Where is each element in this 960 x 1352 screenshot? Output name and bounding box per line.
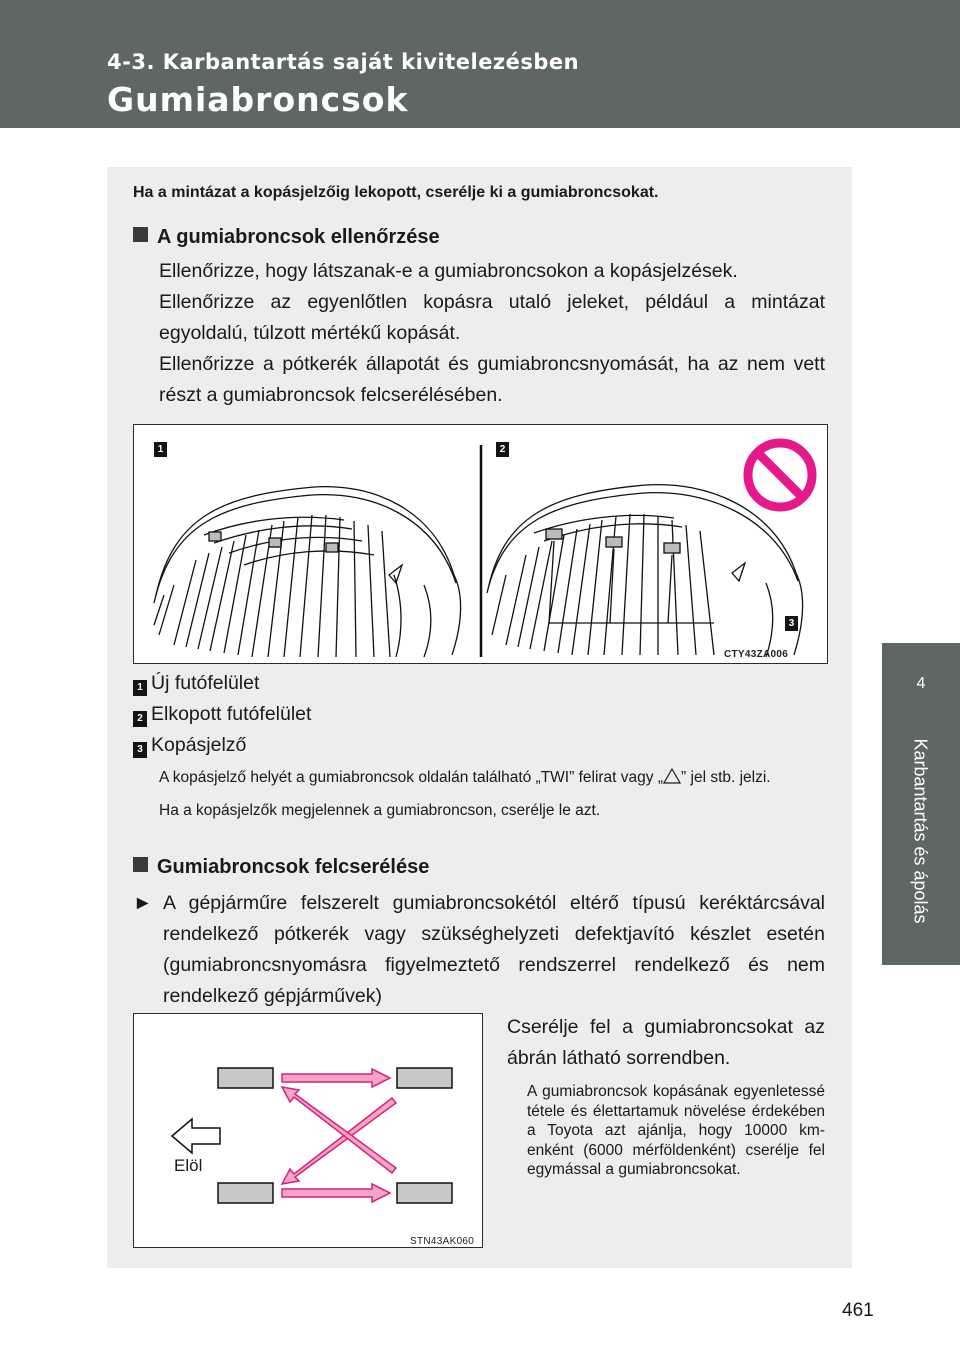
rotation-condition-text: A gépjárműre felszerelt gumiabroncsokétól eltérő típusú keréktárcsával rendelkező pótkerék vagy szükséghelyzeti defektjavító készlet esetén (gumiabroncsnyomásra figyelmeztető rendszerrel rendelkező és nem rendelkező gépjárművek) bbox=[163, 892, 825, 1007]
section-heading-check: A gumiabroncsok ellenőrzése bbox=[133, 226, 440, 249]
prohibition-icon bbox=[748, 443, 812, 507]
badge-1: 1 bbox=[133, 680, 147, 696]
tread-wear-figure bbox=[133, 424, 828, 664]
new-tread-tire bbox=[154, 487, 461, 657]
triangle-mark-icon bbox=[663, 768, 681, 784]
tire-rear-left bbox=[397, 1068, 452, 1088]
front-label: Elöl bbox=[174, 1156, 203, 1175]
check-paragraph: Ellenőrizze, hogy látszanak-e a gumiabroncsokon a kopásjelzések. bbox=[159, 260, 738, 282]
page-number: 461 bbox=[842, 1300, 874, 1321]
chapter-tab bbox=[882, 643, 960, 965]
intro-text: Ha a mintázat a kopásjelzőig lekopott, cserélje ki a gumiabroncsokat. bbox=[133, 184, 659, 201]
rotation-figure bbox=[133, 1013, 483, 1248]
legend-new-tread: 1 Új futófelület bbox=[133, 672, 259, 696]
arrow-bullet-icon: ► bbox=[133, 892, 153, 914]
arrow-rear-to-front-up bbox=[282, 1087, 396, 1173]
tire-front-right bbox=[218, 1183, 273, 1203]
chapter-label: Karbantartás és ápolás bbox=[910, 738, 931, 924]
page-header bbox=[0, 0, 960, 128]
check-paragraph: Ellenőrizze az egyenlőtlen kopásra utaló jeleket, például a mintázat egyoldalú, túlzott mértékű kopását. bbox=[159, 291, 825, 344]
section-title: 4-3. Karbantartás saját kivitelezésben bbox=[107, 50, 580, 74]
badge-1: 1 bbox=[154, 442, 167, 457]
replace-note: Ha a kopásjelzők megjelennek a gumiabroncson, cserélje le azt. bbox=[159, 802, 601, 819]
twi-note: A kopásjelző helyét a gumiabroncsok oldalán található „TWI” felirat vagy „ ” jel stb. jelzi. bbox=[159, 769, 771, 786]
page-title: Gumiabroncsok bbox=[107, 80, 409, 119]
rotation-note: A gumiabroncsok kopásának egyenletessé tétele és élettartamuk növelése érdekében a Toyota azt ajánlja, hogy 10000 km-enként (6000 mérföldenként) cserélje fel egymással a gumiabroncsokat. bbox=[527, 1083, 825, 1178]
arrow-front-to-rear-top bbox=[282, 1069, 390, 1087]
arrow-rear-to-front-down bbox=[282, 1098, 396, 1184]
check-paragraph: Ellenőrizze a pótkerék állapotát és gumiabroncsnyomását, ha az nem vett részt a gumiabroncsok felcserélésében. bbox=[159, 353, 825, 406]
figure-code: STN43AK060 bbox=[410, 1236, 475, 1247]
square-bullet-icon bbox=[133, 857, 148, 872]
badge-3: 3 bbox=[133, 742, 147, 758]
worn-tread-tire bbox=[487, 485, 803, 657]
badge-3: 3 bbox=[785, 616, 798, 631]
legend-worn-tread: 2 Elkopott futófelület bbox=[133, 703, 311, 727]
tire-rear-right bbox=[397, 1183, 452, 1203]
badge-2: 2 bbox=[496, 442, 509, 457]
tire-front-left bbox=[218, 1068, 273, 1088]
rotation-diagram bbox=[134, 1014, 482, 1247]
square-bullet-icon bbox=[133, 227, 148, 242]
rotation-instruction: Cserélje fel a gumiabroncsokat az ábrán látható sorrendben. bbox=[507, 1016, 825, 1069]
badge-2: 2 bbox=[133, 711, 147, 727]
legend-wear-indicator: 3 Kopásjelző bbox=[133, 734, 246, 758]
wear-indicator-note bbox=[159, 766, 825, 823]
section-heading-rotation: Gumiabroncsok felcserélése bbox=[133, 856, 429, 879]
front-arrow-icon bbox=[172, 1119, 220, 1153]
arrow-front-to-rear-bottom bbox=[282, 1184, 390, 1202]
figure-code: CTY43ZA006 bbox=[724, 649, 789, 660]
tread-illustration bbox=[134, 425, 827, 663]
chapter-number: 4 bbox=[916, 675, 926, 692]
check-paragraphs bbox=[159, 256, 825, 411]
